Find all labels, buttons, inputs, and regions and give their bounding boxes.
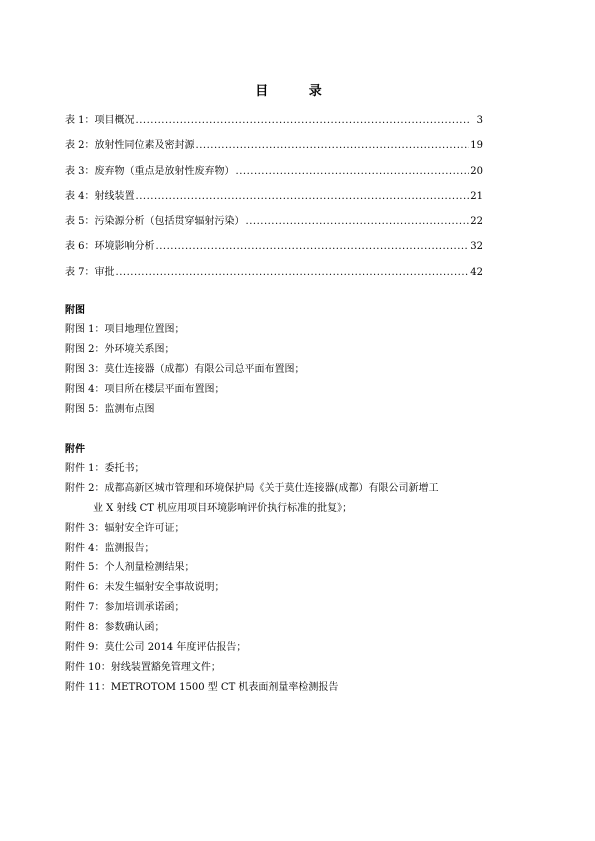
table-of-contents [65, 111, 483, 288]
toc-entry-page: 3 [476, 115, 483, 126]
toc-entry-label: 表 3：废弃物（重点是放射性废弃物） [65, 165, 235, 177]
toc-entry-label: 表 1：项目概况 [65, 115, 135, 126]
figures-section [65, 302, 545, 419]
toc-dot-leader [236, 166, 470, 177]
toc-dot-leader [196, 140, 470, 151]
toc-entry[interactable] [65, 136, 483, 161]
toc-entry-page: 19 [470, 140, 483, 152]
figure-item: 附图 3：莫仕连接器（成都）有限公司总平面布置图； [65, 363, 305, 375]
figure-item: 附图 5：监测布点图 [65, 403, 155, 415]
attachment-item: 附件 6：未发生辐射安全事故说明； [65, 582, 225, 594]
attachments-section [65, 441, 545, 698]
toc-entry-page: 32 [470, 241, 483, 253]
attachment-item: 附件 10：射线装置豁免管理文件； [65, 661, 221, 673]
attachment-item: 附件 7：参加培训承诺函； [65, 602, 185, 614]
toc-dot-leader [156, 241, 470, 252]
toc-dot-leader [246, 216, 470, 227]
toc-entry-page: 20 [470, 165, 483, 177]
toc-entry-label: 表 2：放射性同位素及密封源 [65, 140, 195, 152]
toc-dot-leader [136, 115, 470, 126]
figure-item: 附图 1：项目地理位置图； [65, 324, 185, 335]
toc-entry[interactable] [65, 237, 483, 262]
page-title: 目 录 [255, 84, 340, 99]
toc-entry-page: 42 [470, 266, 483, 278]
toc-entry[interactable] [65, 187, 483, 212]
attachment-item: 附件 9：莫仕公司 2014 年度评估报告； [65, 642, 247, 654]
toc-dot-leader [136, 191, 470, 202]
toc-entry-label: 表 6：环境影响分析 [65, 241, 155, 253]
figure-item: 附图 2：外环境关系图； [65, 343, 175, 355]
toc-entry-label: 表 5：污染源分析（包括贯穿辐射污染） [65, 216, 245, 228]
toc-entry[interactable] [65, 162, 483, 187]
toc-entry-label: 表 4：射线装置 [65, 190, 135, 202]
figure-item: 附图 4：项目所在楼层平面布置图； [65, 383, 225, 395]
figures-heading: 附图 [65, 305, 85, 316]
toc-entry[interactable] [65, 111, 483, 136]
toc-entry[interactable] [65, 263, 483, 288]
toc-entry[interactable] [65, 212, 483, 237]
attachment-item: 附件 2：成都高新区城市管理和环境保护局《关于莫仕连接器(成都）有限公司新增工 [65, 482, 439, 494]
toc-entry-label: 表 7：审批 [65, 266, 115, 278]
attachment-item: 附件 8：参数确认函； [65, 622, 165, 634]
toc-dot-leader [116, 267, 470, 278]
attachment-item: 附件 5：个人剂量检测结果； [65, 562, 195, 574]
toc-entry-page: 21 [470, 190, 483, 202]
toc-entry-page: 22 [470, 216, 483, 228]
attachment-item: 附件 4：监测报告； [65, 542, 155, 554]
attachment-item: 附件 3：辐射安全许可证； [65, 522, 185, 534]
attachments-heading: 附件 [65, 444, 85, 455]
attachment-item-continuation: 业 X 射线 CT 机应用项目环境影响评价执行标准的批复》； [93, 502, 353, 514]
attachment-item: 附件 1：委托书； [65, 463, 145, 474]
attachment-item: 附件 11：METROTOM 1500 型 CT 机表面剂量率检测报告 [65, 681, 339, 693]
